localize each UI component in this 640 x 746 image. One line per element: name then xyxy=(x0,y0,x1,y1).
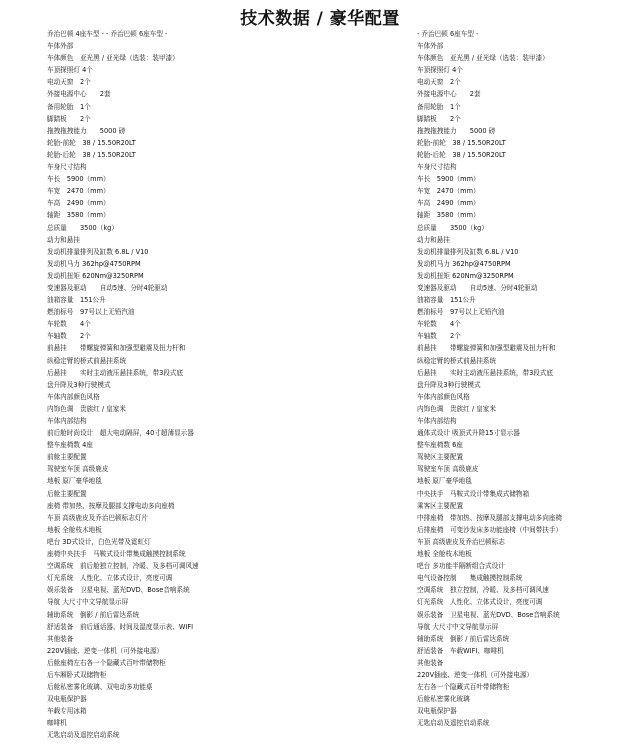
spec-line: 后悬挂 实时主动液压悬挂系统，带3段式底 xyxy=(47,368,184,377)
spec-line: 轴距 3580（mm） xyxy=(417,211,480,220)
spec-line: 座椅 带加热、按摩及腿部支撑电动多向座椅 xyxy=(47,501,175,510)
spec-line: 导航 大尺寸中文导航显示屏 xyxy=(47,598,129,607)
spec-line: 吧台 多功能半隔断组合式设计 xyxy=(417,562,505,571)
spec-line: 油箱容量 151公升 xyxy=(417,296,476,305)
spec-line: 空调系统 前后舱独立控制，冷暖、及多档可调风速 xyxy=(47,562,199,571)
spec-line: 娱乐装备 卫星电视、蓝光DVD、Bose音响系统 xyxy=(47,586,190,595)
spec-line: 后舱私密雾化玻璃、双电动多功能桌 xyxy=(47,683,153,692)
spec-line: 娱乐装备 卫星电视、蓝光DVD、Bose音响系统 xyxy=(417,610,560,619)
spec-line: 其他装备 xyxy=(417,658,444,667)
spec-line: 动力和悬挂 xyxy=(47,235,80,244)
spec-line: 内饰色调 贵族红 / 皇家米 xyxy=(47,404,126,413)
spec-line: 舒适装备 车载WIFI、咖啡机 xyxy=(417,646,504,655)
spec-line: 车长 5900（mm） xyxy=(417,175,480,184)
spec-line: 轮胎-前轮 38 / 15.50R20LT xyxy=(47,138,136,147)
spec-line: 发动机马力 362hp@4750RPM xyxy=(47,259,141,268)
spec-line: 乘客区主要配置 xyxy=(417,501,464,510)
spec-line: 轮胎-后轮 38 / 15.50R20LT xyxy=(47,150,136,159)
spec-line: 空调系统 独立控制，冷暖、及多档可调风速 xyxy=(417,586,549,595)
spec-line: 外接电源中心 2套 xyxy=(47,90,111,99)
spec-line: 车体内部颜色风格 xyxy=(417,392,470,401)
spec-line: 纵稳定臂的桥式前悬挂系统 xyxy=(47,356,127,365)
spec-line: 辅助系统 倒影 / 前后雷达系统 xyxy=(47,610,140,619)
spec-line: 辅助系统 倒影 / 前后雷达系统 xyxy=(417,634,510,643)
spec-line: 后车厢卧式双储物柜 xyxy=(47,670,107,679)
spec-line: 脚踏板 2个 xyxy=(47,114,91,123)
spec-line: 备用轮胎 1个 xyxy=(417,102,461,111)
spec-line: 动力和悬挂 xyxy=(417,235,450,244)
spec-line: 后排座椅 可变沙发床多功能座椅（中间带扶手） xyxy=(417,525,563,534)
spec-line: 地板 原厂豪华地毯 xyxy=(417,477,472,486)
spec-line: 车宽 2470（mm） xyxy=(417,187,480,196)
spec-line: 地板 原厂豪华地毯 xyxy=(47,477,102,486)
spec-line: 后舱座椅左右各一个隐藏式百叶带储物柜 xyxy=(47,658,166,667)
right-column-header: - 乔治巴顿 6座车型 - xyxy=(417,30,479,38)
spec-line: 拖拽拖拽能力 5000 磅 xyxy=(417,126,496,135)
spec-line: 电气设备控制 集成触摸控制系统 xyxy=(417,574,523,583)
spec-line: 前后舱时尚设计 超大电动隔屏，40寸超薄显示器 xyxy=(47,429,194,438)
spec-line: 车体外部 xyxy=(47,42,74,51)
spec-line: 轮胎-后轮 38 / 15.50R20LT xyxy=(417,150,506,159)
spec-line: 车轮数 4个 xyxy=(417,320,461,329)
spec-line: 左右各一个隐藏式百叶带储物柜 xyxy=(417,683,510,692)
spec-line: 220V插座、逆变一体机（可外接电源） xyxy=(417,670,534,679)
spec-line: 车顶探照灯 4个 xyxy=(47,66,93,75)
spec-line: 前悬挂 带螺旋弹簧和加强型避震及扭力杆和 xyxy=(417,344,556,353)
spec-line: 中央扶手 马鞍式设计带集成式储物箱 xyxy=(417,489,530,498)
spec-line: 无匙启动及遥控启动系统 xyxy=(47,731,120,740)
spec-line: 总质量 3500（kg） xyxy=(47,223,118,232)
spec-line: 内饰色调 贵族红 / 皇家米 xyxy=(417,404,496,413)
spec-line: 纵稳定臂的桥式前悬挂系统 xyxy=(417,356,497,365)
spec-line: 车体颜色 亚光黑 / 亚光绿（选装：装甲漆） xyxy=(47,54,179,63)
spec-line: 咖啡机 xyxy=(47,719,67,728)
spec-line: 车顶 高级鹿皮及乔治巴顿标志灯片 xyxy=(47,513,149,522)
spec-line: 车高 2490（mm） xyxy=(417,199,480,208)
spec-line: 电动天窗 2个 xyxy=(47,78,91,87)
spec-line: 备用轮胎 1个 xyxy=(47,102,91,111)
spec-line: 驾驶室车顶 高级鹿皮 xyxy=(417,465,479,474)
spec-line: 通体式设计 吸顶式升降15寸显示器 xyxy=(417,429,520,438)
spec-line: 驾驶区主要配置 xyxy=(417,453,464,462)
spec-line: 燃油标号 97号以上无铅汽油 xyxy=(47,308,135,317)
spec-line: 车轴数 2个 xyxy=(417,332,461,341)
right-spec-column xyxy=(417,28,637,729)
spec-line: 吧台 3D式设计，白色光带及霓虹灯 xyxy=(47,537,151,546)
spec-line: 灯光系统 人性化、立体式设计，亮度可调 xyxy=(417,598,543,607)
spec-line: 车体外部 xyxy=(417,42,444,51)
spec-line: 车体内部颜色风格 xyxy=(47,392,100,401)
spec-line: 车体内部结构 xyxy=(417,417,457,425)
spec-line: 电动天窗 2个 xyxy=(417,78,461,87)
spec-line: 座椅中央扶手 马鞍式设计带集成触摸控制系统 xyxy=(47,550,186,559)
spec-line: 中排座椅 带加热、按摩及腿部支撑电动多向座椅 xyxy=(417,513,563,522)
spec-line: 车高 2490（mm） xyxy=(47,199,110,208)
spec-line: 车宽 2470（mm） xyxy=(47,187,110,196)
spec-line: 双电瓶保护器 xyxy=(47,695,87,704)
spec-line: 双电瓶保护器 xyxy=(417,707,457,716)
spec-line: 地板 全舱枝木地板 xyxy=(417,550,472,559)
spec-line: 变速器及驱动 自动5速、分时4轮驱动 xyxy=(47,283,168,292)
spec-line: 灯光系统 人性化、立体式设计，亮度可调 xyxy=(47,574,173,583)
spec-line: 舒适装备 前后通话器、时间及湿度显示表、WIFI xyxy=(47,622,194,631)
spec-line: 车载专用冰箱 xyxy=(47,707,87,716)
spec-line: 轴距 3580（mm） xyxy=(47,211,110,220)
left-column-header: 乔治巴顿 4座车型 - - 乔治巴顿 6座车型 - xyxy=(47,30,168,38)
left-spec-column xyxy=(47,28,267,742)
spec-line: 发动机马力 362hp@4750RPM xyxy=(417,259,511,268)
spec-line: 后悬挂 实时主动液压悬挂系统，带3段式底 xyxy=(417,368,554,377)
spec-line: 拖拽拖拽能力 5000 磅 xyxy=(47,126,126,135)
spec-line: 车顶 高级鹿皮及乔治巴顿标志 xyxy=(417,537,505,546)
spec-line: 车长 5900（mm） xyxy=(47,175,110,184)
spec-line: 驾驶室车顶 高级鹿皮 xyxy=(47,465,109,474)
spec-line: 总质量 3500（kg） xyxy=(417,223,488,232)
spec-line: 车轴数 2个 xyxy=(47,332,91,341)
spec-line: 整车座椅数 6座 xyxy=(417,441,463,450)
spec-line: 车体内部结构 xyxy=(47,417,87,425)
spec-line: 盘升降及3种行驶模式 xyxy=(417,380,481,389)
spec-line: 车身尺寸结构 xyxy=(417,163,457,172)
spec-line: 220V插座、逆变一体机（可外接电源） xyxy=(47,646,164,655)
spec-line: 油箱容量 151公升 xyxy=(47,296,106,305)
spec-line: 车身尺寸结构 xyxy=(47,163,87,172)
spec-line: 发动机排量排列及缸数 6.8L / V10 xyxy=(417,247,519,256)
spec-line: 车顶探照灯 4个 xyxy=(417,66,463,75)
spec-line: 盘升降及3种行驶模式 xyxy=(47,380,111,389)
spec-line: 车轮数 4个 xyxy=(47,320,91,329)
spec-line: 发动机扭矩 620Nm@3250RPM xyxy=(47,271,144,280)
page-title: 技术数据 / 豪华配置 xyxy=(240,9,400,29)
spec-line: 车体颜色 亚光黑 / 亚光绿（选装：装甲漆） xyxy=(417,54,549,63)
spec-line: 脚踏板 2个 xyxy=(417,114,461,123)
spec-line: 前舱主要配置 xyxy=(47,453,87,462)
spec-line: 地板 全舱枝木地板 xyxy=(47,525,102,534)
spec-line: 变速器及驱动 自动5速、分时4轮驱动 xyxy=(417,283,538,292)
spec-line: 无匙启动及遥控启动系统 xyxy=(417,719,490,728)
spec-line: 后舱主要配置 xyxy=(47,489,87,498)
spec-line: 前悬挂 带螺旋弹簧和加强型避震及扭力杆和 xyxy=(47,344,186,353)
spec-line: 后舱私密雾化玻璃 xyxy=(417,695,470,704)
spec-line: 发动机扭矩 620Nm@3250RPM xyxy=(417,271,514,280)
spec-line: 轮胎-前轮 38 / 15.50R20LT xyxy=(417,138,506,147)
spec-line: 外接电源中心 2套 xyxy=(417,90,481,99)
spec-line: 发动机排量排列及缸数 6.8L / V10 xyxy=(47,247,149,256)
spec-line: 导航 大尺寸中文导航显示屏 xyxy=(417,622,499,631)
spec-line: 其他装备 xyxy=(47,634,74,643)
spec-line: 燃油标号 97号以上无铅汽油 xyxy=(417,308,505,317)
spec-line: 整车座椅数 4座 xyxy=(47,441,93,450)
